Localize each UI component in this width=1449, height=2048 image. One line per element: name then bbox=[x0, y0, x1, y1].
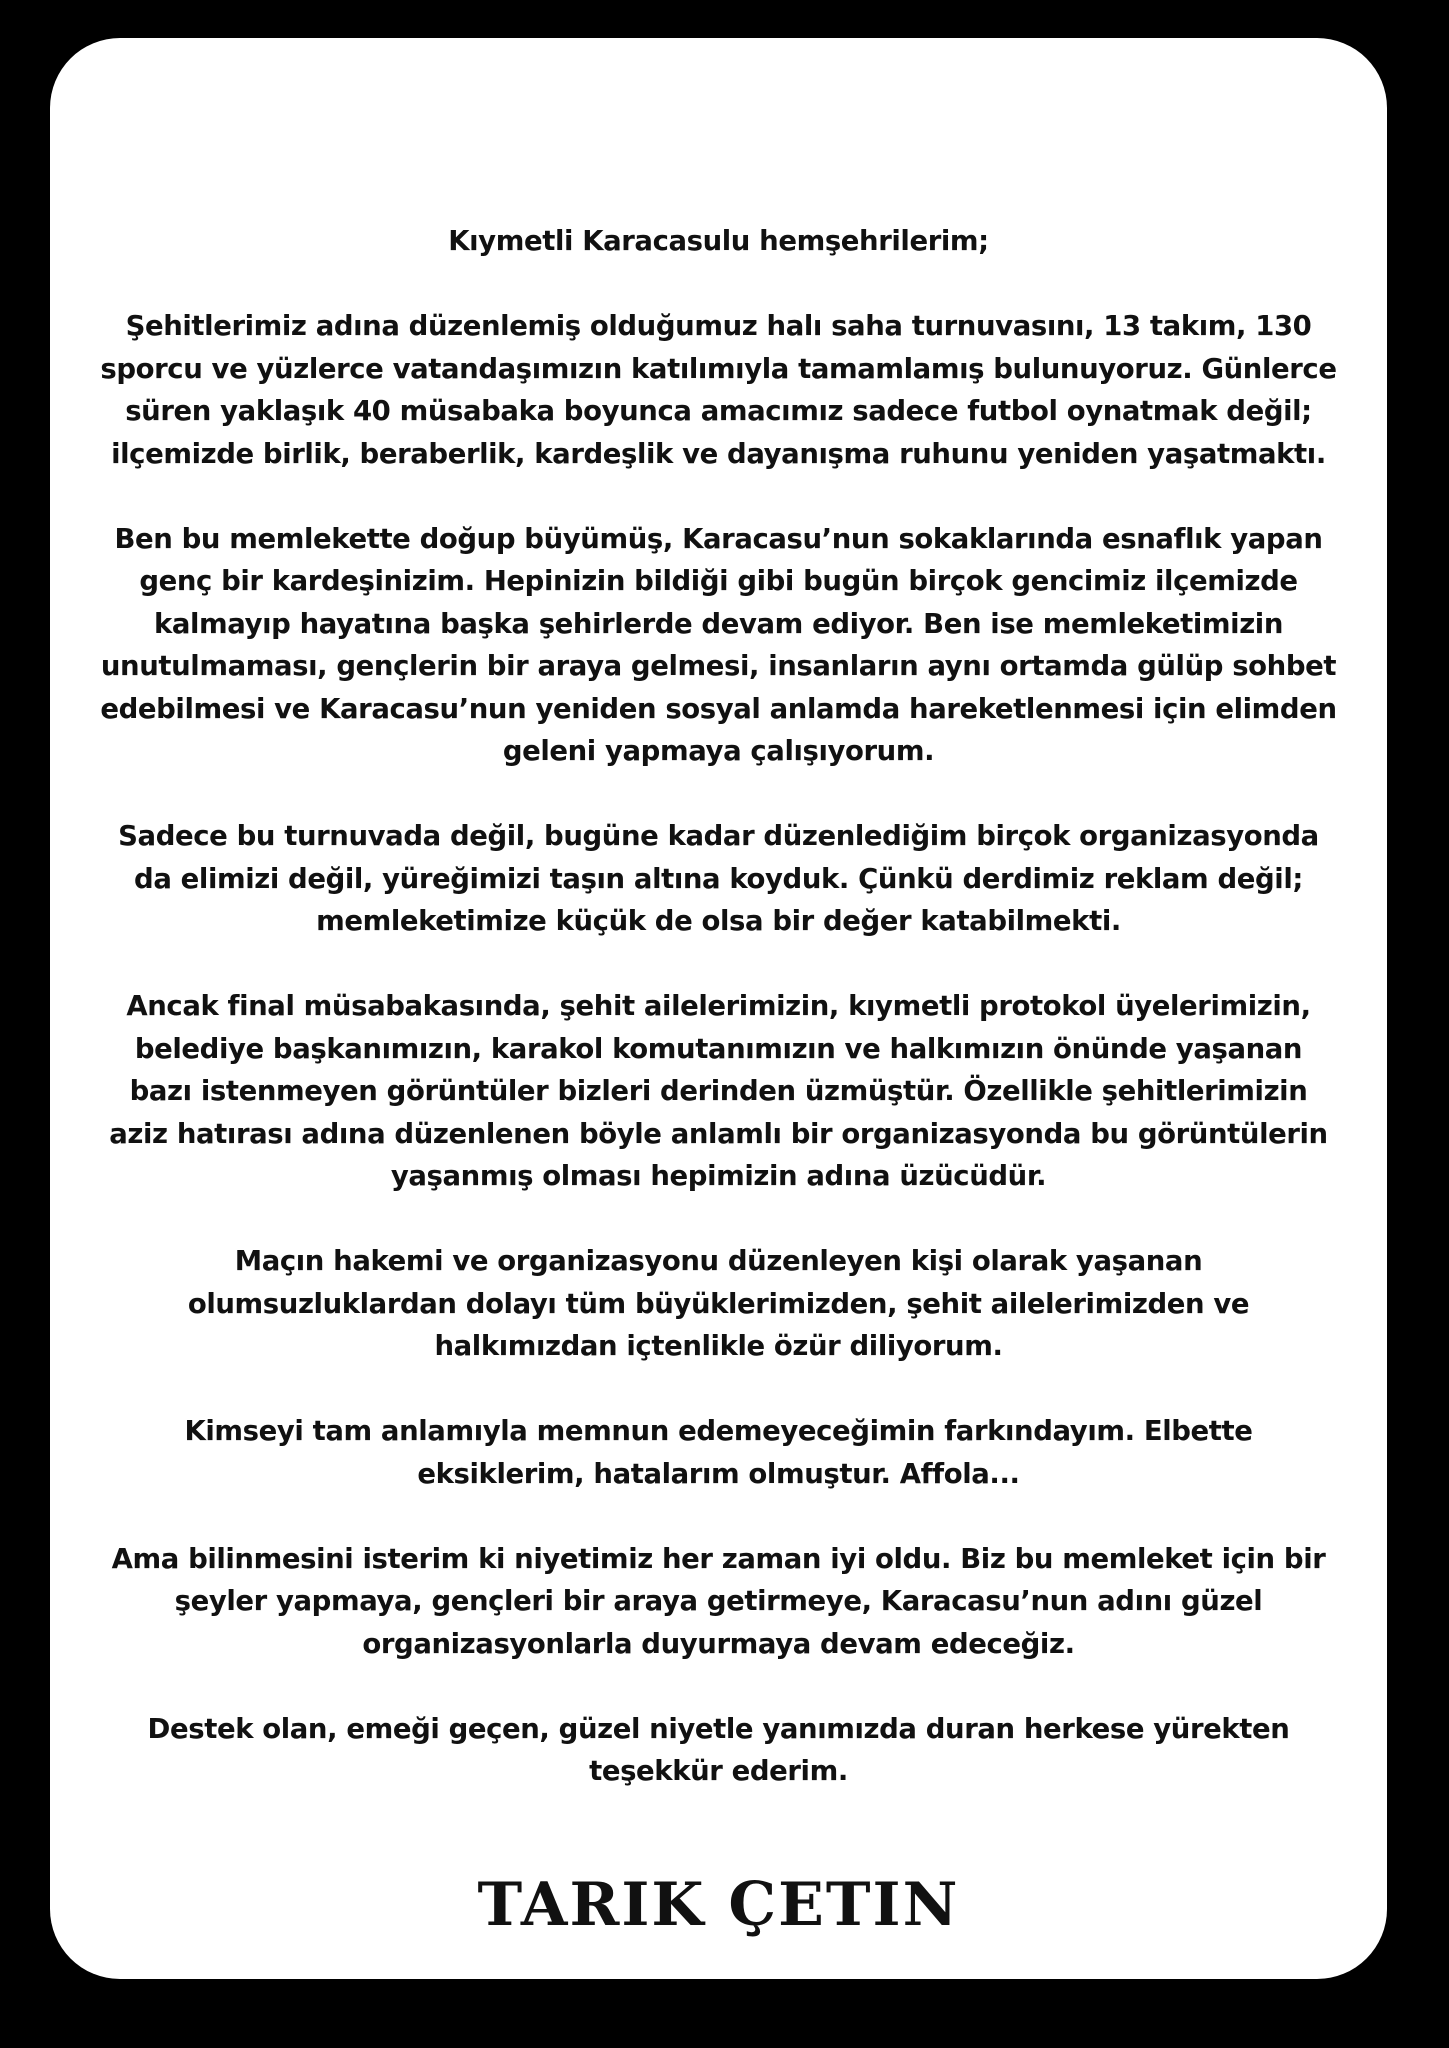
letter-paragraph-3: Sadece bu turnuvada değil, bugüne kadar düzenlediğim birçok organizasyonda da elimizi değil, yüreğimizi taşın altına koyduk. Çünkü derdimiz reklam değil; memleketimize küçük de olsa bir değer katabilmekti. bbox=[118, 820, 1319, 937]
letter-paragraph-7: Ama bilinmesini isterim ki niyetimiz her zaman iyi oldu. Biz bu memleket için bir şeyler yapmaya, gençleri bir araya getirmeye, Karacasu’nun adını güzel organizasyonlarla duyurmaya devam edeceğiz. bbox=[111, 1542, 1326, 1660]
letter-paragraph-2: Ben bu memlekette doğup büyümüş, Karacasu’nun sokaklarında esnaflık yapan genç bir kardeşinizim. Hepinizin bildiği gibi bugün birçok gencimiz ilçemizde kalmayıp hayatına başka şehirlerde devam ediyor. Ben ise memleketimizin unutulmaması, gençlerin bir araya gelmesi, insanların aynı ortamda gülüp sohbet edebilmesi ve Karacasu’nun yeniden sosyal anlamda hareketlenmesi için elimden geleni yapmaya çalışıyorum. bbox=[100, 522, 1337, 767]
signature: TARIK ÇETIN bbox=[477, 1870, 960, 1940]
letter-greeting: Kıymetli Karacasulu hemşehrilerim; bbox=[448, 225, 989, 257]
letter-paragraph-8: Destek olan, emeği geçen, güzel niyetle yanımızda duran herkese yürekten teşekkür ederim. bbox=[147, 1712, 1290, 1787]
letter-body bbox=[100, 220, 1337, 1793]
letter-paragraph-1: Şehitlerimiz adına düzenlemiş olduğumuz halı saha turnuvasını, 13 takım, 130 sporcu ve yüzlerce vatandaşımızın katılımıyla tamamlamış bulunuyoruz. Günlerce süren yaklaşık 40 müsabaka boyunca amacımız sadece futbol oynatmak değil; ilçemizde birlik, beraberlik, kardeşlik ve dayanışma ruhunu yeniden yaşatmaktı. bbox=[100, 310, 1337, 470]
letter-paragraph-5: Maçın hakemi ve organizasyonu düzenleyen kişi olarak yaşanan olumsuzluklardan dolayı tüm büyüklerimizden, şehit ailelerimizden ve halkımızdan içtenlikle özür diliyorum. bbox=[187, 1245, 1250, 1362]
letter-card bbox=[50, 38, 1387, 1979]
letter-paragraph-6: Kimseyi tam anlamıyla memnun edemeyeceğimin farkındayım. Elbette eksiklerim, hatalarım olmuştur. Affola... bbox=[184, 1415, 1253, 1490]
letter-paragraph-4: Ancak final müsabakasında, şehit ailelerimizin, kıymetli protokol üyelerimizin, belediye başkanımızın, karakol komutanımızın ve halkımızın önünde yaşanan bazı istenmeyen görüntüler bizleri derinden üzmüştür. Özellikle şehitlerimizin aziz hatırası adına düzenlenen böyle anlamlı bir organizasyonda bu görüntülerin yaşanmış olması hepimizin adına üzücüdür. bbox=[109, 990, 1328, 1192]
